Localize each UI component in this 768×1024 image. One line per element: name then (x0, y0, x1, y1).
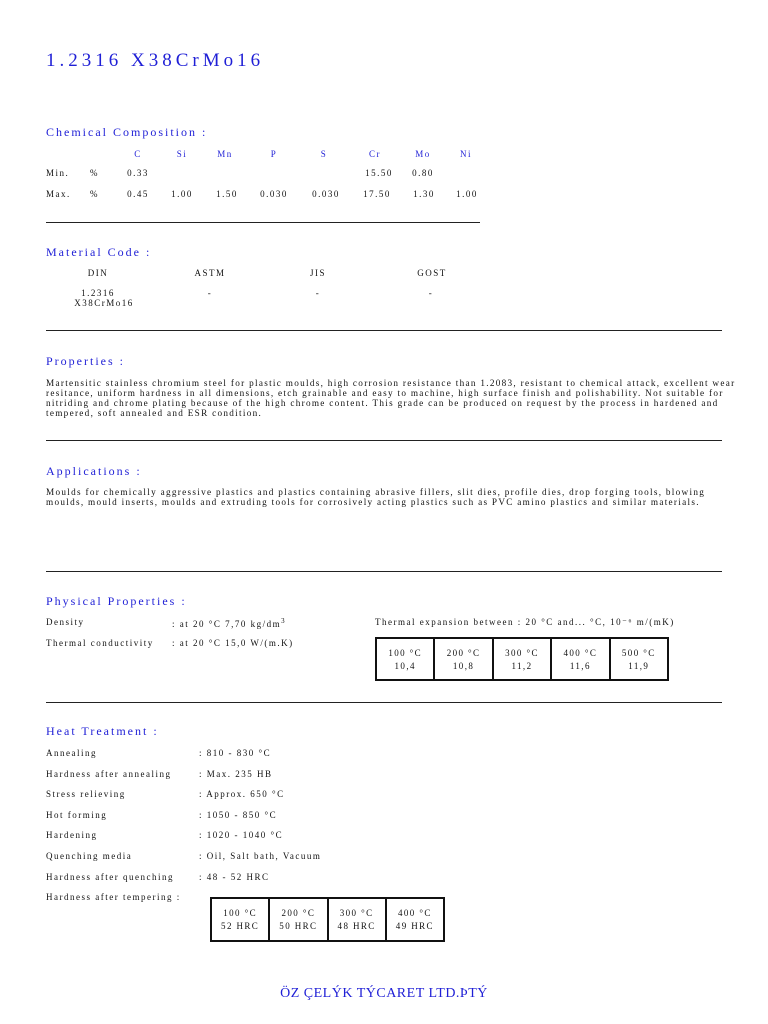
element-mo: Mo (415, 149, 431, 159)
element-c: C (134, 149, 142, 159)
max-p: 0.030 (260, 189, 288, 199)
properties-text: Martensitic stainless chromium steel for plastic moulds, high corrosion resistance than 1.2083, resistant to chemical attack, excellent wear resitance, uniform hardness in all dimensions, etch grainable and easy to machine, high surface finish and polishability. Not suitable for nitriding and chrome plating because of the high chrome content. This grade can be produced on request by the process in hardened and tempered, soft annealed and ESR condition. (46, 378, 736, 418)
applications-text: Moulds for chemically aggressive plastics and plastics containing abrasive fillers, slit dies, profile dies, drop forging tools, blowing moulds, mould inserts, moulds and extruding tools for corrosively acting plastics such as PVC amino plastics and similar materials. (46, 487, 706, 507)
code-header-astm: ASTM (194, 268, 226, 278)
chemical-min-row (0, 168, 768, 182)
heat-value: : 1050 - 850 °C (199, 810, 278, 820)
heat-value: : 1020 - 1040 °C (199, 830, 284, 840)
heat-label: Hardness after annealing (46, 769, 172, 779)
density-value-wrap (172, 617, 286, 629)
physical-properties-heading: Physical Properties : (46, 594, 187, 608)
material-code-values-row (0, 288, 768, 312)
element-mn: Mn (217, 149, 233, 159)
divider (46, 702, 722, 703)
max-label: Max. (46, 189, 71, 199)
properties-heading: Properties : (46, 354, 125, 368)
tempering-table (210, 897, 445, 942)
chemical-element-header-row (0, 149, 768, 163)
divider (46, 571, 722, 572)
max-cr: 17.50 (363, 189, 391, 199)
thermal-expansion-label: Thermal expansion between : 20 °C and... °C, 10⁻⁶ m/(mK) (375, 617, 675, 627)
code-din-number: 1.2316 (81, 288, 115, 298)
thermal-conductivity-value: : at 20 °C 15,0 W/(m.K) (172, 638, 294, 648)
element-p: P (270, 149, 278, 159)
max-mo: 1.30 (413, 189, 435, 199)
code-header-din: DIN (87, 268, 109, 278)
density-exponent: 3 (281, 617, 287, 625)
tempering-cell: 100 °C 52 HRC (211, 898, 269, 941)
heat-value: : Oil, Salt bath, Vacuum (199, 851, 322, 861)
code-astm: - (207, 288, 213, 298)
min-c: 0.33 (127, 168, 149, 178)
material-code-heading: Material Code : (46, 245, 152, 259)
material-code-header-row (0, 268, 768, 282)
density-value: : at 20 °C 7,70 kg/dm (172, 619, 282, 629)
tempering-label: Hardness after tempering : (46, 892, 181, 902)
element-ni: Ni (460, 149, 472, 159)
heat-label: Stress relieving (46, 789, 126, 799)
min-cr: 15.50 (365, 168, 393, 178)
thermal-expansion-table (375, 637, 669, 681)
company-footer: ÖZ ÇELÝK TÝCARET LTD.ÞTÝ (280, 986, 488, 1001)
min-mo: 0.80 (412, 168, 434, 178)
expansion-cell: 200 °C 10,8 (434, 638, 492, 680)
heat-value: : 810 - 830 °C (199, 748, 272, 758)
min-unit: % (90, 168, 99, 178)
heat-label: Hot forming (46, 810, 108, 820)
heat-value: : Approx. 650 °C (199, 789, 285, 799)
heat-value: : 48 - 52 HRC (199, 872, 270, 882)
code-jis: - (315, 288, 321, 298)
element-s: S (320, 149, 328, 159)
max-c: 0.45 (127, 189, 149, 199)
expansion-cell: 500 °C 11,9 (610, 638, 668, 680)
heat-label: Hardening (46, 830, 98, 840)
element-si: Si (176, 149, 188, 159)
expansion-cell: 100 °C 10,4 (376, 638, 434, 680)
tempering-cell: 300 °C 48 HRC (328, 898, 386, 941)
heat-label: Annealing (46, 748, 97, 758)
code-gost: - (428, 288, 434, 298)
max-unit: % (90, 189, 99, 199)
divider (46, 222, 480, 223)
max-ni: 1.00 (456, 189, 478, 199)
thermal-conductivity-label: Thermal conductivity (46, 638, 154, 648)
heat-treatment-heading: Heat Treatment : (46, 724, 159, 738)
max-mn: 1.50 (216, 189, 238, 199)
heat-label: Quenching media (46, 851, 133, 861)
expansion-cell: 400 °C 11,6 (551, 638, 609, 680)
divider (46, 440, 722, 441)
expansion-cell: 300 °C 11,2 (493, 638, 551, 680)
heat-value: : Max. 235 HB (199, 769, 273, 779)
code-header-jis: JIS (309, 268, 326, 278)
density-label: Density (46, 617, 85, 627)
element-cr: Cr (369, 149, 381, 159)
heat-label: Hardness after quenching (46, 872, 174, 882)
min-label: Min. (46, 168, 70, 178)
max-s: 0.030 (312, 189, 340, 199)
tempering-cell: 400 °C 49 HRC (386, 898, 444, 941)
applications-heading: Applications : (46, 464, 142, 478)
divider (46, 330, 722, 331)
tempering-cell: 200 °C 50 HRC (269, 898, 327, 941)
chemical-max-row (0, 189, 768, 203)
code-header-gost: GOST (417, 268, 447, 278)
document-title: 1.2316 X38CrMo16 (46, 50, 265, 71)
chemical-composition-heading: Chemical Composition : (46, 125, 208, 139)
code-din-name: X38CrMo16 (74, 298, 134, 308)
max-si: 1.00 (171, 189, 193, 199)
